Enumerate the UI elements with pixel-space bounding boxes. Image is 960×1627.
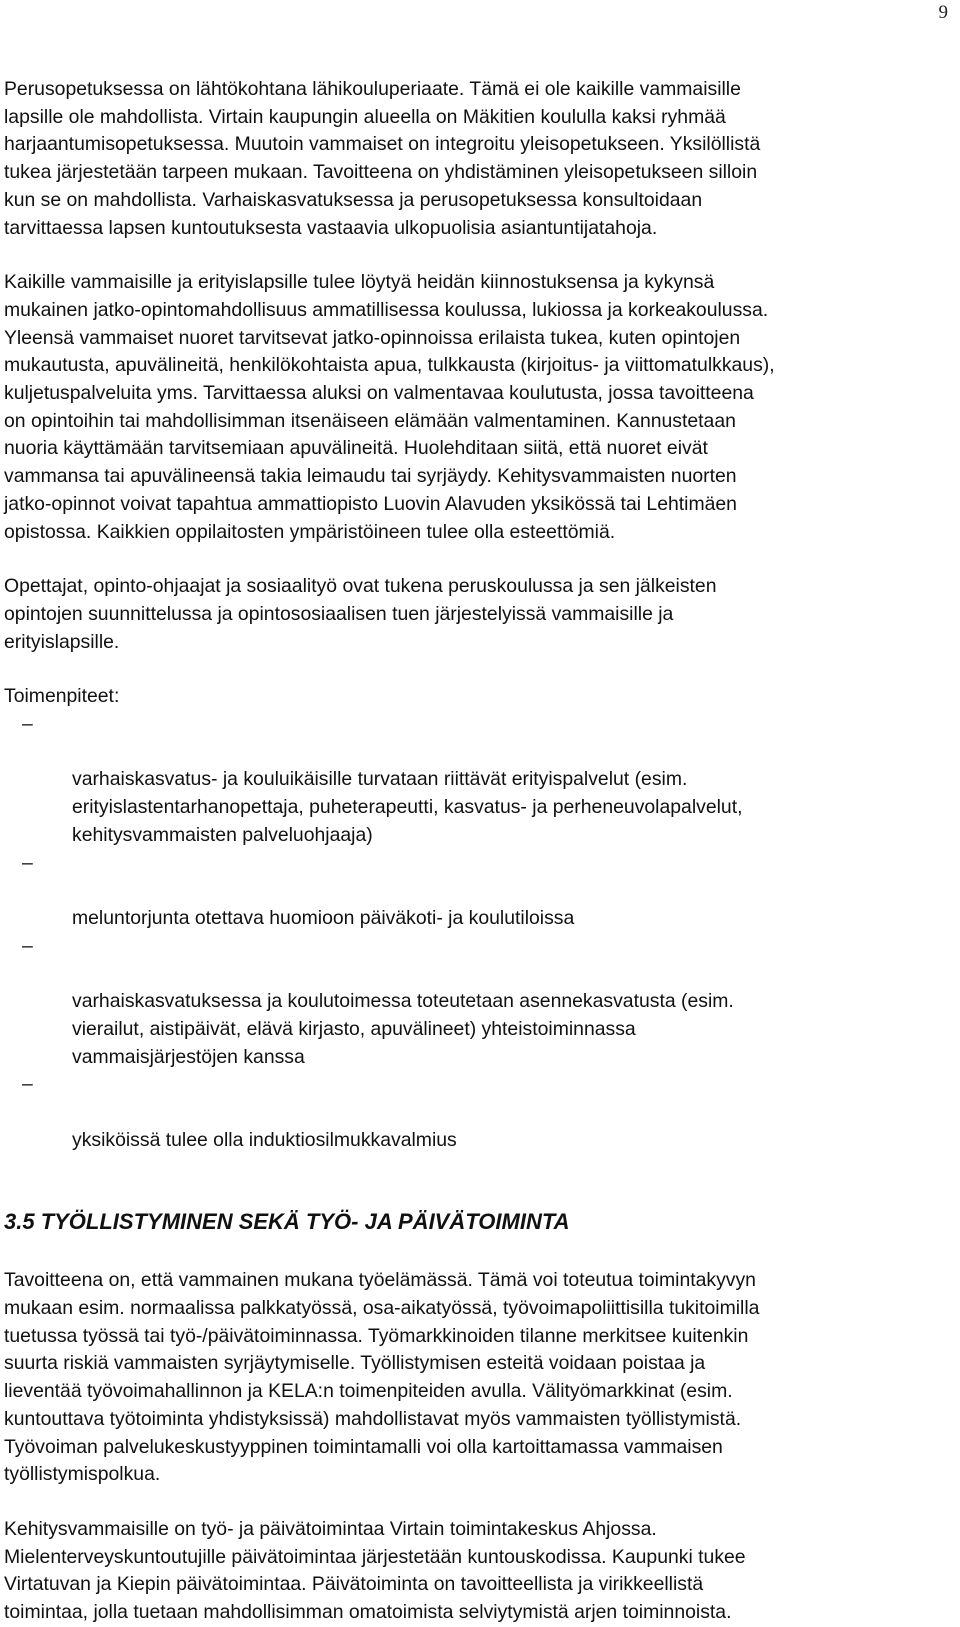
- dash-bullet-icon: –: [22, 1073, 33, 1096]
- measures-list: [4, 711, 954, 1154]
- paragraph-day-activities: Kehitysvammaisille on työ- ja päivätoimintaa Virtain toimintakeskus Ahjossa. Mielenterveyskuntoutujille päivätoimintaa järjestetään kuntouskodissa. Kaupunki tukee Virtatuvan ja Kiepin päivätoimintaa. Päivätoiminta on tavoitteellista ja virikkeellistä toimintaa, jolla tuetaan mahdollisimman omatoimista selviytymistä arjen toiminnoista.: [4, 1517, 746, 1624]
- paragraph-employment: Tavoitteena on, että vammainen mukana työelämässä. Tämä voi toteutua toimintakyvyn mukaan esim. normaalissa palkkatyössä, osa-aikatyössä, työvoimapoliittisilla tukitoimilla tuetussa työssä tai työ-/päivätoiminnassa. Työmarkkinoiden tilanne merkitsee kuitenkin suurta riskiä vammaisten syrjäytymiselle. Työllistymisen esteitä voidaan poistaa ja lieventää työvoimahallinnon ja KELA:n toimenpiteiden avulla. Välityömarkkinat (esim. kuntouttava työtoiminta yhdistyksissä) mahdollistavat myös vammaisten työllistymistä. Työvoiman palvelukeskustyyppinen toimintamalli voi olla kartoittamassa vammaisen työllistymispolkua.: [4, 1269, 760, 1486]
- dash-bullet-icon: –: [22, 934, 33, 957]
- list-item-text: yksiköissä tulee olla induktiosilmukkavalmius: [72, 1128, 457, 1151]
- list-item: [4, 933, 954, 1072]
- measures-heading: Toimenpiteet:: [4, 685, 120, 708]
- paragraph-basic-education: Perusopetuksessa on lähtökohtana lähikouluperiaate. Tämä ei ole kaikille vammaisille lapsille ole mahdollista. Virtain kaupungin alueella on Mäkitien koululla kaksi ryhmää harjaantumisopetuksessa. Muutoin vammaiset on integroitu yleisopetukseen. Yksilöllistä tukea järjestetään tarpeen mukaan. Tavoitteena on yhdistäminen yleisopetukseen silloin kun se on mahdollista. Varhaiskasvatuksessa ja perusopetuksessa konsultoidaan tarvittaessa lapsen kuntoutuksesta vastaavia ulkopuolisia asiantuntijatahoja.: [4, 78, 761, 239]
- list-item: [4, 1071, 954, 1154]
- dash-bullet-icon: –: [22, 713, 33, 736]
- paragraph-support-staff: Opettajat, opinto-ohjaajat ja sosiaalityö ovat tukena peruskoulussa ja sen jälkeisten opintojen suunnittelussa ja opintososiaalisen tuen järjestelyissä vammaisille ja erityislapsille.: [4, 575, 717, 653]
- list-item-text: meluntorjunta otettava huomioon päiväkoti- ja koulutiloissa: [72, 906, 575, 929]
- paragraph-further-studies: Kaikille vammaisille ja erityislapsille tulee löytyä heidän kiinnostuksensa ja kykynsä mukainen jatko-opintomahdollisuus ammatillisessa koulussa, lukiossa ja korkeakoulussa. Yleensä vammaiset nuoret tarvitsevat jatko-opinnoissa erilaista tukea, kuten opintojen mukautusta, apuvälineitä, henkilökohtaista apua, tulkkausta (kirjoitus- ja viittomatulkkaus), kuljetuspalveluita yms. Tarvittaessa aluksi on valmentavaa koulutusta, jossa tavoitteena on opintoihin tai mahdollisimman itsenäiseen elämään valmentaminen. Kannustetaan nuoria käyttämään tarvitsemiaan apuvälineitä. Huolehditaan siitä, että nuoret eivät vammansa tai apuvälineensä takia leimaudu tai syrjäydy. Kehitysvammaisten nuorten jatko-opinnot voivat tapahtua ammattiopisto Luovin Alavuden yksikössä tai Lehtimäen opistossa. Kaikkien oppilaitosten ympäristöineen tulee olla esteettömiä.: [4, 271, 775, 543]
- list-item-text: varhaiskasvatus- ja kouluikäisille turvataan riittävät erityispalvelut (esim. erityislastentarhanopettaja, puheterapeutti, kasvatus- ja perheneuvolapalvelut, kehitysvammaisten palveluohjaaja): [72, 768, 743, 846]
- page-number: 9: [938, 2, 948, 23]
- list-item: [4, 711, 954, 850]
- section-heading: 3.5 TYÖLLISTYMINEN SEKÄ TYÖ- JA PÄIVÄTOIMINTA: [4, 1209, 570, 1235]
- dash-bullet-icon: –: [22, 851, 33, 874]
- list-item: [4, 850, 954, 933]
- document-body: [4, 76, 954, 1627]
- list-item-text: varhaiskasvatuksessa ja koulutoimessa toteutetaan asennekasvatusta (esim. vierailut, aistipäivät, elävä kirjasto, apuvälineet) yhteistoiminnassa vammaisjärjestöjen kanssa: [72, 990, 734, 1068]
